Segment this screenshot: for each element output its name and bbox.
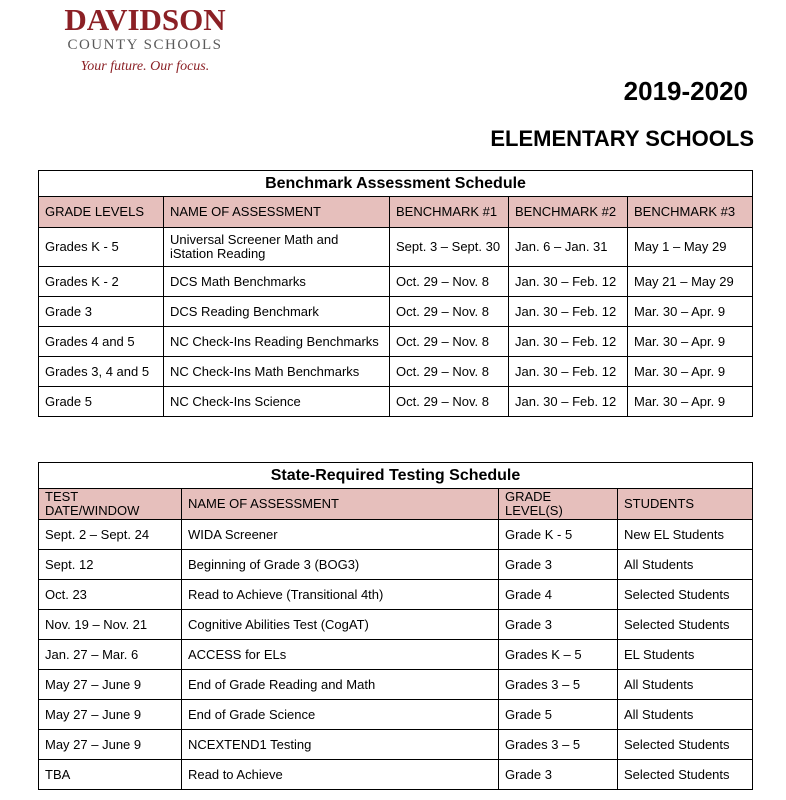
table-cell: Mar. 30 – Apr. 9	[628, 387, 753, 417]
table-cell: Oct. 29 – Nov. 8	[390, 327, 509, 357]
table-cell: Grade 4	[499, 580, 618, 610]
table-cell: Beginning of Grade 3 (BOG3)	[182, 550, 499, 580]
table-cell: Jan. 27 – Mar. 6	[39, 640, 182, 670]
table-cell: Grade K - 5	[499, 520, 618, 550]
table-cell: Mar. 30 – Apr. 9	[628, 297, 753, 327]
table-cell: All Students	[618, 670, 753, 700]
table-cell: WIDA Screener	[182, 520, 499, 550]
table-row	[39, 550, 753, 580]
table-cell: Oct. 29 – Nov. 8	[390, 267, 509, 297]
table-cell: New EL Students	[618, 520, 753, 550]
table-cell: Grades K - 5	[39, 228, 164, 267]
table-cell: End of Grade Reading and Math	[182, 670, 499, 700]
table-cell: DCS Reading Benchmark	[164, 297, 390, 327]
table-row	[39, 580, 753, 610]
table-cell: Grade 3	[499, 610, 618, 640]
table-row	[39, 387, 753, 417]
table-cell: Sept. 3 – Sept. 30	[390, 228, 509, 267]
logo-tagline: Your future. Our focus.	[80, 59, 210, 74]
table-cell: Jan. 30 – Feb. 12	[509, 297, 628, 327]
table-cell: NC Check-Ins Math Benchmarks	[164, 357, 390, 387]
table-cell: Grade 3	[39, 297, 164, 327]
table-cell: Grades 3 – 5	[499, 730, 618, 760]
table-cell: Grade 5	[499, 700, 618, 730]
table-cell: Grades 4 and 5	[39, 327, 164, 357]
table-cell: Sept. 2 – Sept. 24	[39, 520, 182, 550]
table-cell: Selected Students	[618, 760, 753, 790]
table-cell: Jan. 30 – Feb. 12	[509, 267, 628, 297]
table-row	[39, 327, 753, 357]
district-logo	[45, 4, 245, 76]
table-cell: May 27 – June 9	[39, 700, 182, 730]
column-header: NAME OF ASSESSMENT	[182, 489, 499, 520]
table-cell: TBA	[39, 760, 182, 790]
table-cell: Jan. 6 – Jan. 31	[509, 228, 628, 267]
table-row	[39, 730, 753, 760]
table-cell: May 1 – May 29	[628, 228, 753, 267]
table-cell: EL Students	[618, 640, 753, 670]
table-cell: NCEXTEND1 Testing	[182, 730, 499, 760]
table-row	[39, 267, 753, 297]
table-cell: Grade 3	[499, 550, 618, 580]
table-row	[39, 670, 753, 700]
column-header: BENCHMARK #1	[390, 197, 509, 228]
table-cell: Grade 3	[499, 760, 618, 790]
table-row	[39, 610, 753, 640]
table-cell: Jan. 30 – Feb. 12	[509, 387, 628, 417]
table-cell: Selected Students	[618, 730, 753, 760]
table-row	[39, 228, 753, 267]
table-cell: NC Check-Ins Reading Benchmarks	[164, 327, 390, 357]
table-cell: May 27 – June 9	[39, 670, 182, 700]
table-cell: Read to Achieve (Transitional 4th)	[182, 580, 499, 610]
school-year: 2019-2020	[623, 76, 748, 106]
table-cell: Grades 3, 4 and 5	[39, 357, 164, 387]
table-cell: NC Check-Ins Science	[164, 387, 390, 417]
table-cell: Mar. 30 – Apr. 9	[628, 327, 753, 357]
column-header: STUDENTS	[618, 489, 753, 520]
table-cell: Oct. 23	[39, 580, 182, 610]
table-row	[39, 520, 753, 550]
benchmark-title: Benchmark Assessment Schedule	[39, 171, 753, 197]
table-cell: Read to Achieve	[182, 760, 499, 790]
table-cell: DCS Math Benchmarks	[164, 267, 390, 297]
table-cell: All Students	[618, 700, 753, 730]
column-header: GRADE LEVELS	[39, 197, 164, 228]
table-cell: All Students	[618, 550, 753, 580]
benchmark-table	[38, 170, 753, 417]
table-cell: Sept. 12	[39, 550, 182, 580]
table-row	[39, 760, 753, 790]
table-cell: Cognitive Abilities Test (CogAT)	[182, 610, 499, 640]
table-cell: Nov. 19 – Nov. 21	[39, 610, 182, 640]
table-row	[39, 640, 753, 670]
column-header: BENCHMARK #3	[628, 197, 753, 228]
table-cell: Universal Screener Math and iStation Reading	[164, 228, 390, 267]
school-level: ELEMENTARY SCHOOLS	[490, 126, 754, 151]
table-row	[39, 357, 753, 387]
table-cell: Jan. 30 – Feb. 12	[509, 357, 628, 387]
table-cell: Grades K – 5	[499, 640, 618, 670]
column-header: TEST DATE/WINDOW	[39, 489, 182, 520]
table-cell: Selected Students	[618, 610, 753, 640]
table-cell: ACCESS for ELs	[182, 640, 499, 670]
state-testing-table	[38, 462, 753, 790]
table-cell: Oct. 29 – Nov. 8	[390, 297, 509, 327]
column-header: BENCHMARK #2	[509, 197, 628, 228]
logo-name: DAVIDSON	[64, 2, 226, 37]
table-cell: Grade 5	[39, 387, 164, 417]
table-row	[39, 700, 753, 730]
column-header: GRADE LEVEL(S)	[499, 489, 618, 520]
table-cell: Selected Students	[618, 580, 753, 610]
table-cell: Jan. 30 – Feb. 12	[509, 327, 628, 357]
table-cell: May 27 – June 9	[39, 730, 182, 760]
table-row	[39, 297, 753, 327]
table-cell: Grades K - 2	[39, 267, 164, 297]
table-cell: Mar. 30 – Apr. 9	[628, 357, 753, 387]
table-cell: Oct. 29 – Nov. 8	[390, 387, 509, 417]
state-testing-title: State-Required Testing Schedule	[39, 463, 753, 489]
table-cell: Oct. 29 – Nov. 8	[390, 357, 509, 387]
column-header: NAME OF ASSESSMENT	[164, 197, 390, 228]
logo-subtitle: COUNTY SCHOOLS	[67, 37, 223, 53]
table-cell: May 21 – May 29	[628, 267, 753, 297]
table-cell: Grades 3 – 5	[499, 670, 618, 700]
table-cell: End of Grade Science	[182, 700, 499, 730]
